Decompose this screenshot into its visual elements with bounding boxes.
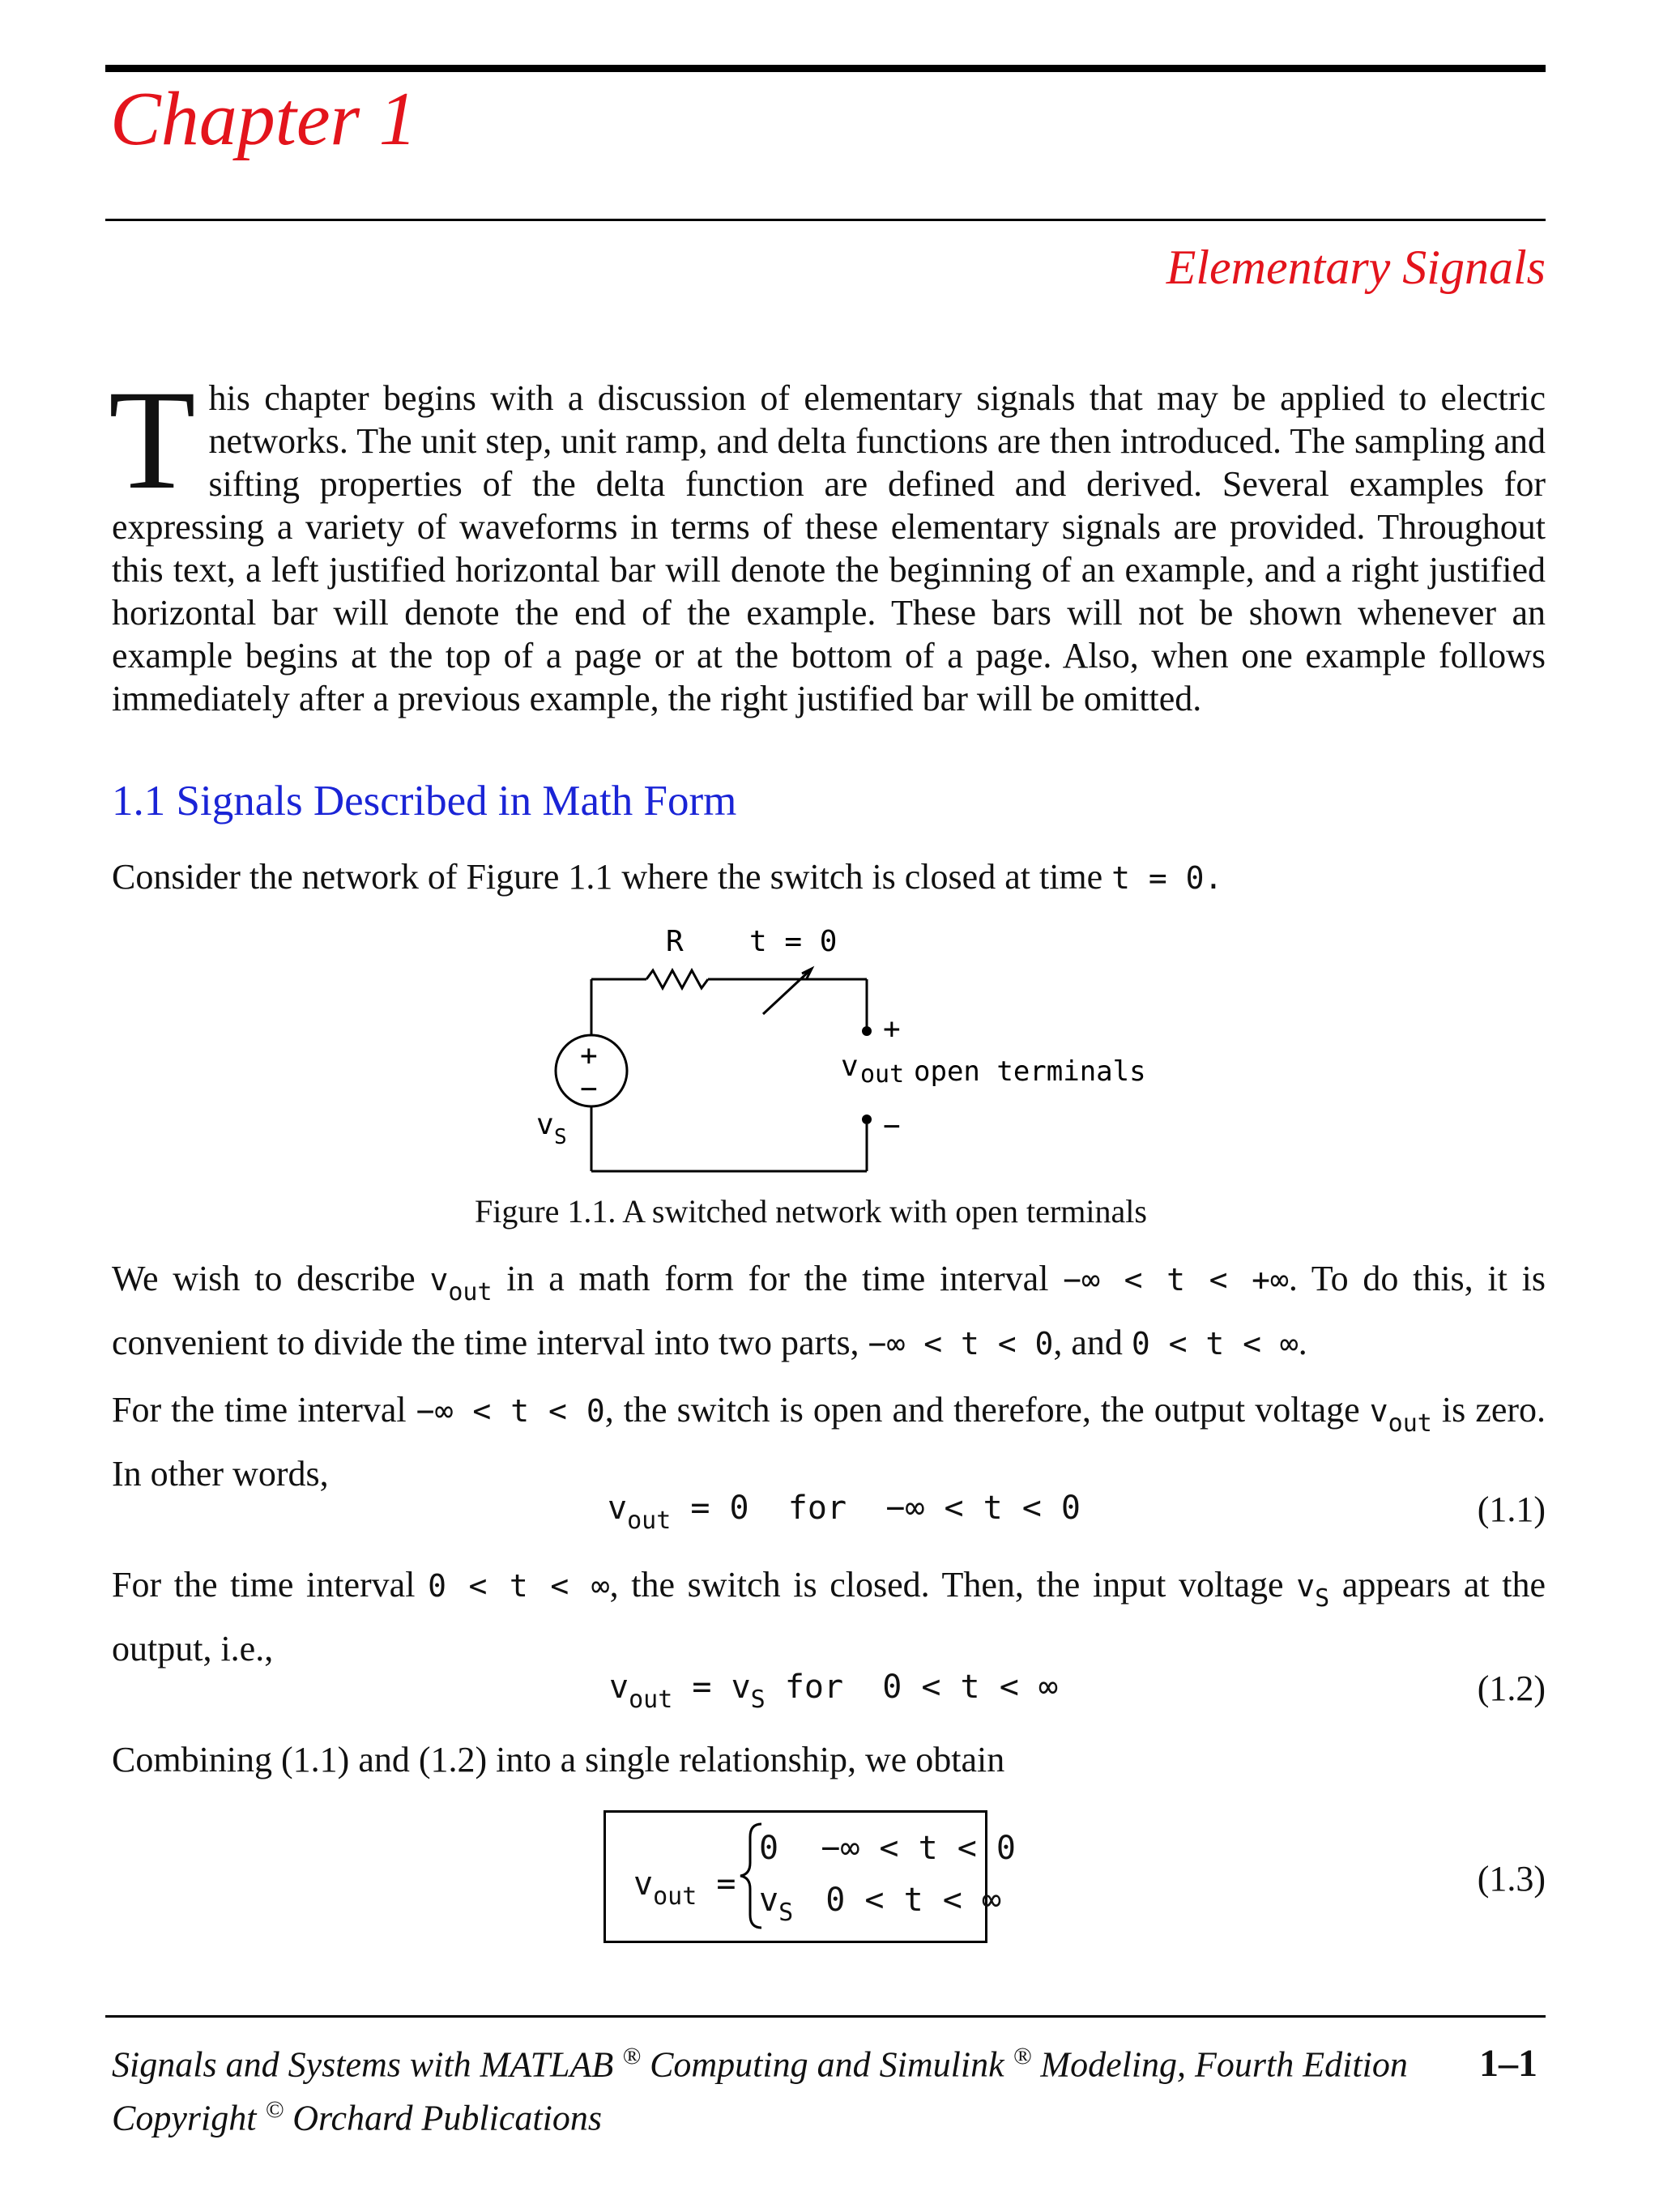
paragraph-combining: Combining (1.1) and (1.2) into a single relationship, we obtain <box>112 1740 1005 1779</box>
chapter-label: Chapter 1 <box>110 77 417 161</box>
math-condition: 0 < t < ∞ <box>825 1882 1001 1919</box>
text: is zero. In other words, <box>112 1390 1546 1494</box>
output-label-sub: out <box>860 1060 905 1089</box>
footer-text: Signals and Systems with MATLAB <box>112 2044 614 2085</box>
math-sub: S <box>1315 1584 1330 1613</box>
text: We wish to describe <box>112 1259 416 1298</box>
math-condition: −∞ < t < 0 <box>821 1830 1017 1867</box>
text: , and <box>1053 1323 1123 1362</box>
math-sub: out <box>1388 1409 1432 1438</box>
equation-number-1-1: (1.1) <box>1477 1490 1546 1529</box>
text: , the switch is closed. Then, the input voltage <box>609 1565 1284 1605</box>
text: For the time interval <box>112 1565 416 1605</box>
terminal-dot-bottom <box>862 1115 872 1124</box>
header-rule-thick <box>105 65 1546 72</box>
resistor-label: R <box>666 925 684 958</box>
paragraph-text: Consider the network of Figure 1.1 where the switch is closed at time <box>112 857 1103 897</box>
math-var: v <box>429 1262 449 1298</box>
resistor-symbol <box>646 970 708 988</box>
math-inline: −∞ < t < +∞ <box>1063 1262 1289 1298</box>
page-number: 1–1 <box>1479 2042 1537 2085</box>
footer-text: Orchard Publications <box>292 2098 602 2138</box>
math-inline: −∞ < t < 0 <box>416 1393 605 1429</box>
paragraph-describe-vout <box>112 1254 1546 1369</box>
footer-rule <box>105 2015 1546 2018</box>
paragraph-switch-closed <box>112 1560 1546 1674</box>
terminal-dot-top <box>862 1026 872 1036</box>
text: . To do this, it is convenient to divide the time interval into two parts, <box>112 1259 1546 1362</box>
equation-1-2 <box>609 1671 1058 1712</box>
math-var: v <box>759 1882 779 1919</box>
text: . <box>1298 1323 1307 1362</box>
text: appears at the output, i.e., <box>112 1565 1546 1669</box>
intro-paragraph <box>109 361 1546 720</box>
open-terminals-label: open terminals <box>914 1055 1146 1088</box>
math-var: v <box>608 1490 628 1527</box>
math-inline: t = 0. <box>1111 860 1223 896</box>
paragraph-network-intro <box>112 852 1546 903</box>
math-sub: S <box>750 1686 766 1714</box>
footer-text: Modeling, Fourth Edition <box>1040 2044 1408 2085</box>
math-rhs: for 0 < t < ∞ <box>784 1669 1058 1706</box>
paragraph-switch-open <box>112 1385 1546 1499</box>
header-rule-thin <box>105 219 1546 221</box>
equation-1-1 <box>608 1492 1081 1533</box>
chapter-title: Elementary Signals <box>1166 241 1546 294</box>
math-sub: out <box>627 1507 672 1535</box>
output-label-v: v <box>841 1050 859 1083</box>
switch-arm <box>763 970 810 1014</box>
math-equals: = <box>692 1669 712 1706</box>
section-heading: 1.1 Signals Described in Math Form <box>112 778 737 825</box>
equation-1-3-lhs <box>633 1865 736 1911</box>
math-rhs: = 0 for −∞ < t < 0 <box>690 1490 1081 1527</box>
source-label-sub: S <box>554 1125 567 1149</box>
figure-caption: Figure 1.1. A switched network with open terminals <box>475 1193 1147 1230</box>
math-inline: 0 < t < ∞ <box>428 1568 610 1604</box>
registered-mark: ® <box>1013 2043 1032 2069</box>
circuit-diagram <box>486 923 1183 1199</box>
math-sub: out <box>448 1278 493 1306</box>
source-minus: − <box>580 1072 598 1106</box>
source-label-v: v <box>536 1108 554 1141</box>
footer-copyright <box>112 2096 602 2139</box>
math-sub: out <box>629 1686 673 1714</box>
equation-number-1-2: (1.2) <box>1477 1669 1546 1708</box>
math-var: v <box>1296 1568 1316 1604</box>
drop-cap: T <box>109 361 196 519</box>
math-sub: S <box>778 1899 794 1927</box>
math-var: v <box>1369 1393 1388 1429</box>
text: , the switch is open and therefore, the output voltage <box>604 1390 1360 1430</box>
math-value: 0 <box>759 1830 779 1867</box>
registered-mark: ® <box>622 2043 642 2069</box>
equation-number-1-3: (1.3) <box>1477 1859 1546 1899</box>
math-var: v <box>609 1669 629 1706</box>
switch-label: t = 0 <box>749 925 838 958</box>
math-var: v <box>731 1669 751 1706</box>
terminal-plus: + <box>883 1012 901 1046</box>
math-sub: out <box>653 1882 697 1911</box>
equation-1-3-case-1 <box>759 1832 1016 1865</box>
text: For the time interval <box>112 1390 407 1430</box>
equation-1-3-case-2 <box>759 1884 1001 1925</box>
math-inline: 0 < t < ∞ <box>1131 1326 1299 1362</box>
footer-book-title <box>112 2043 1408 2086</box>
footer-text: Computing and Simulink <box>650 2044 1004 2085</box>
footer-text: Copyright <box>112 2098 257 2138</box>
intro-text: his chapter begins with a discussion of elementary signals that may be applied to electric networks. The unit step, unit ramp, and delta functions are then introduced. The sampling and sifting properties of the delta function are defined and derived. Several examples for expressing a variety of waveforms in terms of these elementary signals are provided. Throughout this text, a left justified horizontal bar will denote the beginning of an example, and a right justified horizontal bar will denote the end of the example. These bars will not be shown whenever an example begins at the top of a page or at the bottom of a page. Also, when one example follows immediately after a previous example, the right justified bar will be omitted. <box>112 378 1546 718</box>
math-equals: = <box>716 1865 736 1903</box>
terminal-minus: − <box>883 1110 901 1143</box>
math-var: v <box>633 1865 654 1903</box>
source-plus: + <box>580 1039 598 1072</box>
copyright-mark: © <box>265 2096 284 2123</box>
text: in a math form for the time interval <box>506 1259 1049 1298</box>
math-inline: −∞ < t < 0 <box>868 1326 1054 1362</box>
